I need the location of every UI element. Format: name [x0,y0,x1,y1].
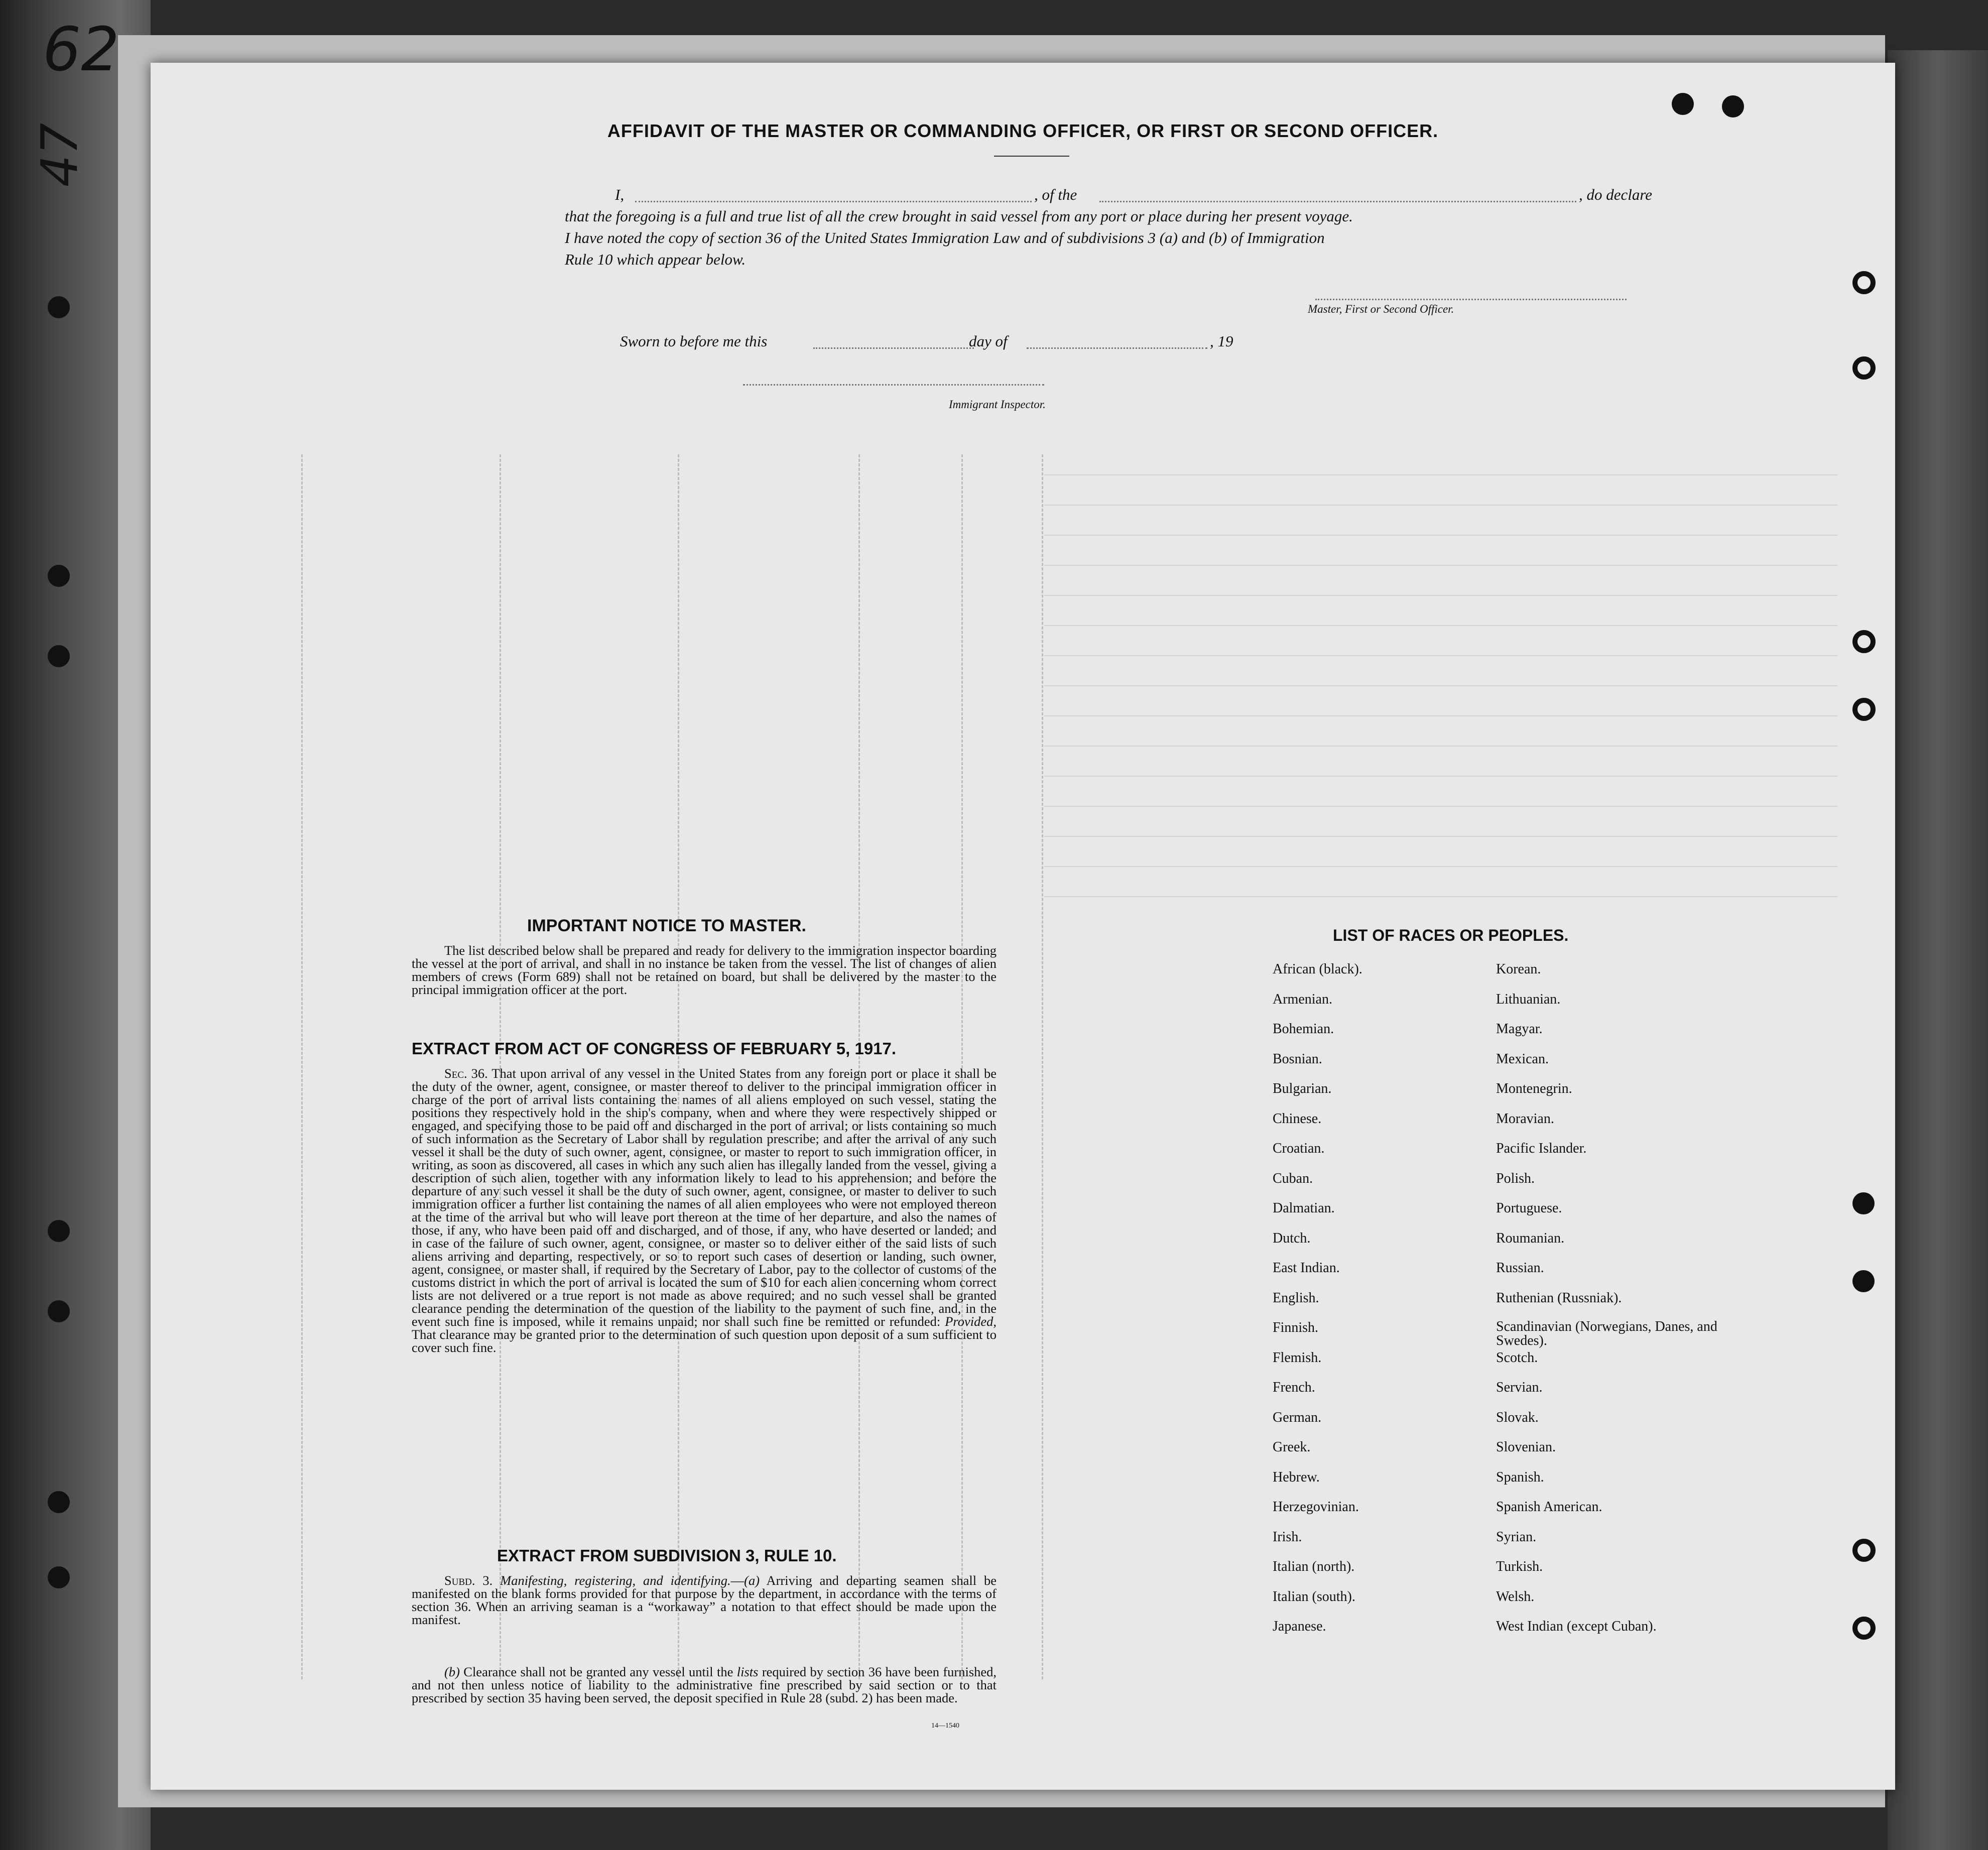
b-text-2: required by section 36 have been furnished, and not then unless notice of liability to the administrative fine prescribed by said section or to that prescribed by section 35 having been served, the deposit specified in Rule 28 (subd. 2) has been made. [412,1664,997,1705]
race-item: Spanish. [1496,1469,1544,1485]
affidavit-line-3: I have noted the copy of section 36 of the United States Immigration Law and of subdivisions 3 (a) and (b) of Immigration [565,229,1325,246]
sworn-day-of: day of [969,332,1008,350]
b-label: (b) [444,1664,460,1679]
race-item: Croatian. [1273,1141,1325,1156]
sec-label: Sec. 36. [444,1066,488,1081]
race-item: African (black). [1273,961,1362,977]
title-rule [994,156,1069,157]
a-text: Arriving and departing seamen shall be manifested on the blank forms provided for that purpose by the department, in accordance with the terms of section 36. When an arriving seaman is a “workaway” a notation to that effect should be made upon the manifest. [412,1573,997,1627]
rule-extract-text: Subd. 3. Manifesting, registering, and identifying.—(a) Arriving and departing seamen shall be manifested on the blank forms provided for that purpose by the department, in accordance with the terms of section 36. When an arriving seaman is a “workaway” a notation to that effect should be made upon the manifest. [412,1573,997,1627]
race-item: Korean. [1496,961,1541,977]
race-item: Portuguese. [1496,1200,1562,1216]
races-title: LIST OF RACES OR PEOPLES. [1333,926,1569,944]
notice-title: IMPORTANT NOTICE TO MASTER. [527,916,806,935]
race-item: Slovenian. [1496,1439,1556,1455]
affidavit-of-the: , of the [1034,186,1077,203]
form-number: 14—1540 [931,1722,959,1730]
race-item: Mexican. [1496,1051,1549,1067]
race-item: Dutch. [1273,1230,1311,1246]
race-item: Pacific Islander. [1496,1141,1587,1156]
race-item: Syrian. [1496,1529,1537,1545]
binder-hole [48,645,70,667]
provided-word: Provided, [945,1314,997,1329]
race-item: Bohemian. [1273,1021,1334,1037]
race-item: Italian (north). [1273,1559,1355,1574]
act-text: That upon arrival of any vessel in the United States from any foreign port or place it shall be the duty of the owner, agent, consignee, or master thereof to deliver to the principal immigration officer in charge of the port of arrival lists containing the names of all aliens employed on such vessel, stating the positions they respectively hold in the ship's company, when and where they were respectively shipped or engaged, and specifying those to be paid off and discharged in the port of arrival; or lists containing so much of such information as the Secretary of Labor shall by regulation prescribe; and after the arrival of any such vessel it shall be the duty of such owner, agent, consignee, or master to report to such immigration officer, in writing, as soon as discovered, all cases in which any such alien has illegally landed from the vessel, giving a description of such alien, together with any information likely to lead to his apprehension; and before the departure of any such vessel it shall be the duty of such owner, agent, consignee, or master to deliver to such immigration officer a further list containing the names of all alien employees who were not employed thereon at the time of the arrival but who will leave port thereon at the time of her departure, and also the names of those, if any, who have been paid off and discharged, and of those, if any, who have deserted or landed; and in case of the failure of such owner, agent, consignee, or master so to deliver either of the said lists of such aliens arriving and departing, respectively, or so to report such cases of desertion or landing, such owner, agent, consignee, or master shall, if required by the Secretary of Labor, pay to the collector of customs of the customs district in which the port of arrival is located the sum of $10 for each alien concerning whom correct lists are not delivered or a true report is not made as above required; and no such vessel shall be granted clearance pending the determination of the question of the liability to the payment of such fine, and, in the event such fine is imposed, while it remains unpaid; nor shall such fine be remitted or refunded: [412,1066,997,1329]
sworn-year: , 19 [1210,332,1233,350]
race-item: Roumanian. [1496,1230,1565,1246]
manifest-sheet-reverse [151,63,1895,1790]
affidavit-do-declare: , do declare [1579,186,1653,203]
race-item: Servian. [1496,1380,1543,1395]
race-item: West Indian (except Cuban). [1496,1619,1657,1634]
races-right-column [1496,961,1722,1649]
rule-extract-title: EXTRACT FROM SUBDIVISION 3, RULE 10. [497,1546,837,1565]
a-label: (a) [744,1573,760,1588]
race-item: East Indian. [1273,1260,1340,1276]
binder-hole [48,296,70,318]
affidavit-line-2: that the foregoing is a full and true list of all the crew brought in said vessel from any port or place during her present voyage. [565,207,1353,225]
act-extract-title: EXTRACT FROM ACT OF CONGRESS OF FEBRUARY 5, 1917. [412,1039,897,1058]
race-item: Bosnian. [1273,1051,1322,1067]
race-item: Moravian. [1496,1111,1554,1127]
margin-handwritten-number: 47 [30,122,89,187]
signature-blank [1315,299,1627,300]
race-item: Polish. [1496,1170,1535,1186]
binder-hole [1852,1539,1876,1562]
binder-hole [48,1491,70,1513]
sworn-prefix: Sworn to before me this [620,332,768,350]
binder-hole [1722,95,1744,117]
binder-hole [48,1300,70,1322]
race-item: Hebrew. [1273,1469,1320,1485]
inspector-label: Immigrant Inspector. [949,398,1046,411]
affidavit-line-4: Rule 10 which appear below. [565,251,746,268]
race-item: Scandinavian (Norwegians, Danes, and Swedes). [1496,1319,1717,1348]
race-item: Armenian. [1273,991,1332,1007]
binder-hole [48,1566,70,1588]
race-item: Montenegrin. [1496,1081,1572,1096]
b-text-1: Clearance shall not be granted any vessel until the [463,1664,733,1679]
race-item: French. [1273,1380,1315,1395]
race-item: Finnish. [1273,1320,1319,1335]
sworn-month-blank [1027,347,1207,349]
race-item: Ruthenian (Russniak). [1496,1290,1622,1306]
binder-hole [1852,271,1876,294]
binder-hole [1852,698,1876,721]
margin-handwritten-number: 62 [43,15,119,85]
vessel-blank [1099,201,1576,202]
binder-hole [1852,1270,1875,1292]
race-item: Scotch. [1496,1349,1538,1366]
scan-edge-right [1888,50,1988,1850]
race-item: Greek. [1273,1439,1311,1455]
race-item: Lithuanian. [1496,991,1561,1007]
race-item: Japanese. [1273,1619,1326,1634]
binder-hole [1852,630,1876,653]
races-left-column [1273,961,1362,1649]
binder-hole [1852,1192,1875,1214]
affidavit-line-1 [615,186,624,204]
affidavit-i: I, [615,186,625,203]
race-item: Irish. [1273,1529,1302,1545]
race-item: Spanish American. [1496,1499,1602,1515]
affidavit-title: AFFIDAVIT OF THE MASTER OR COMMANDING OFFICER, OR FIRST OR SECOND OFFICER. [607,120,1439,141]
race-item: German. [1273,1409,1322,1425]
inspector-blank [743,384,1044,386]
race-item: Flemish. [1273,1349,1322,1366]
binder-hole [1852,356,1876,380]
binder-hole [1852,1617,1876,1640]
name-blank [635,201,1032,202]
race-item: English. [1273,1290,1319,1306]
race-item: Cuban. [1273,1170,1313,1186]
subd-heading: Manifesting, registering, and identifying. [500,1573,731,1588]
race-item: Dalmatian. [1273,1200,1335,1216]
binder-hole [48,565,70,587]
subd-label: Subd. 3. [444,1573,493,1588]
sworn-day-blank [813,347,974,349]
race-item: Russian. [1496,1260,1544,1276]
act-text-end: That clearance may be granted prior to the determination of such question upon deposit of a sum sufficient to cover such fine. [412,1327,997,1355]
race-item: Herzegovinian. [1273,1499,1359,1515]
race-item: Italian (south). [1273,1588,1355,1605]
b-lists: lists [736,1664,759,1679]
act-extract-text [412,1067,997,1354]
rule-extract-b [412,1665,997,1704]
race-item: Turkish. [1496,1559,1543,1574]
race-item: Welsh. [1496,1588,1535,1605]
signature-label: Master, First or Second Officer. [1308,303,1454,315]
race-item: Chinese. [1273,1111,1322,1127]
binder-hole [1672,93,1694,115]
race-item: Bulgarian. [1273,1081,1332,1096]
race-item: Slovak. [1496,1409,1539,1425]
notice-text: The list described below shall be prepared and ready for delivery to the immigration inspector boarding the vessel at the port of arrival, and shall in no instance be taken from the vessel. The list of changes of alien members of crews (Form 689) shall not be retained on board, but shall be delivered by the master to the principal immigration officer at the port. [412,943,997,997]
binder-hole [48,1220,70,1242]
race-item: Magyar. [1496,1021,1543,1037]
